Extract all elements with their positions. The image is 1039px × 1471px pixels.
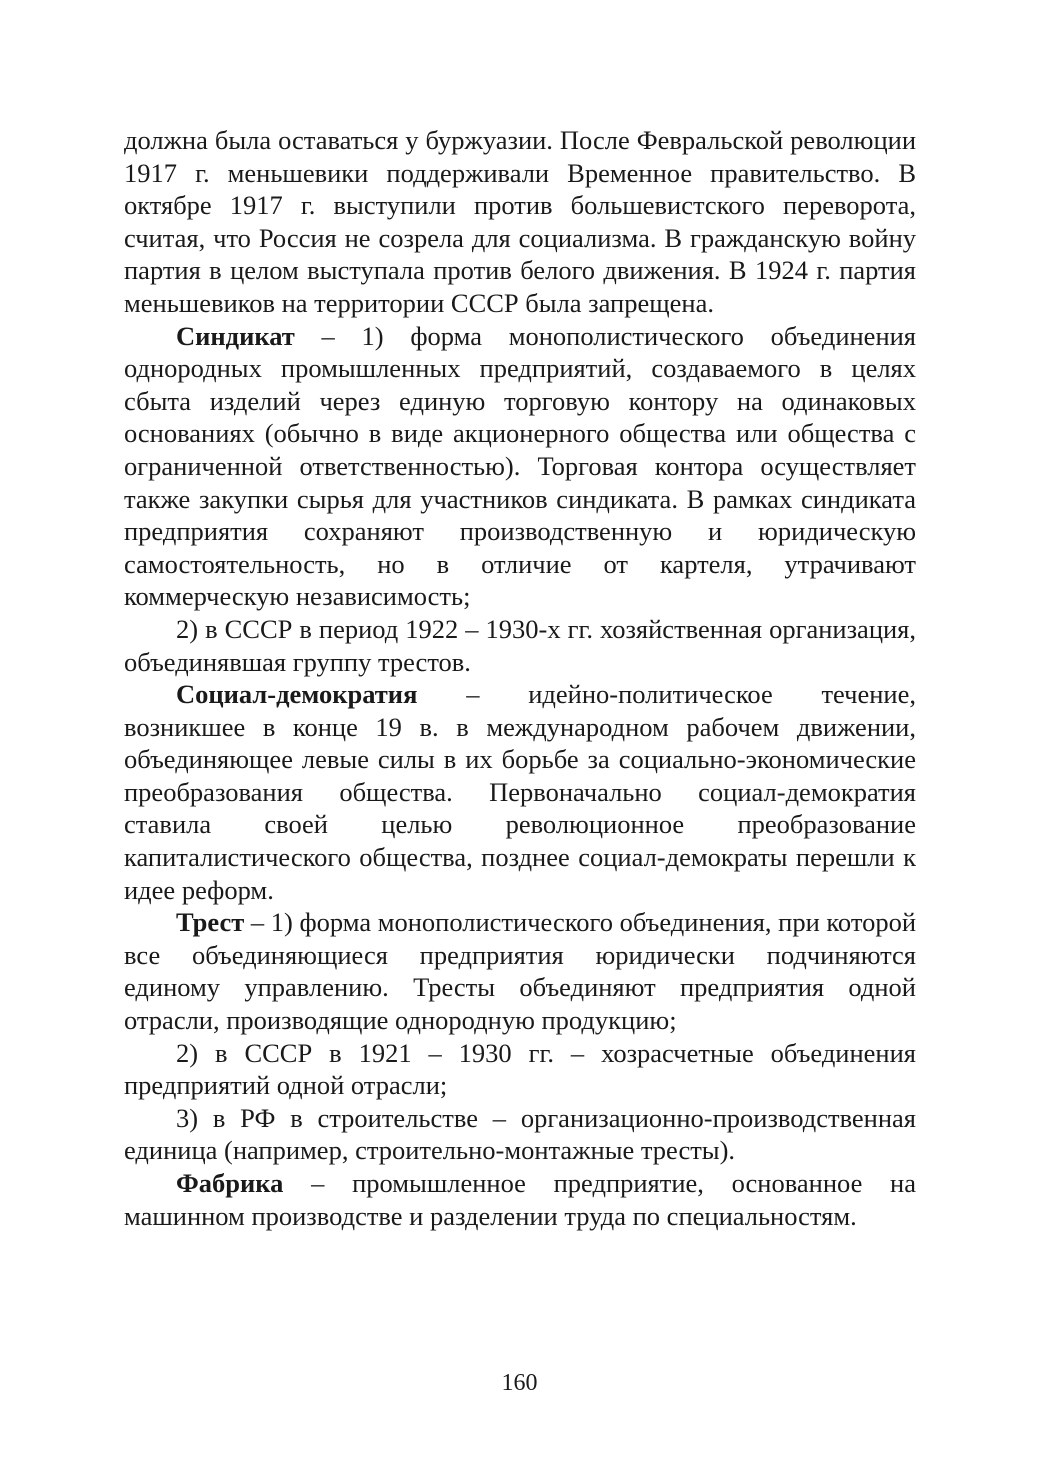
entry-syndicate-item-2: 2) в СССР в период 1922 – 1930-х гг. хозяйственная организация, объединявшая группу трестов. (124, 613, 916, 677)
definition-syndicate: – 1) форма монополистического объединения однородных промышленных предприятий, создаваемого в целях сбыта изделий через единую торговую контору на одинаковых основаниях (обычно в виде акционерного общества или общества с ограниченной ответственностью). Торговая контора осуществляет также закупки сырья для участников синдиката. В рамках синдиката предприятия сохраняют производственную и юридическую самостоятельность, но в отличие от картеля, утрачивают коммерческую независимость; (124, 320, 916, 612)
intro-paragraph: должна была оставаться у буржуазии. После Февральской революции 1917 г. меньшевики поддерживали Временное правительство. В октябре 1917 г. выступили против большевистского переворота, считая, что Россия не созрела для социализма. В гражданскую войну партия в целом выступала против белого движения. В 1924 г. партия меньшевиков на территории СССР была запрещена. (124, 125, 916, 318)
entry-factory (124, 1167, 916, 1232)
entry-trust-item-2: 2) в СССР в 1921 – 1930 гг. – хозрасчетные объединения предприятий одной отрасли; (124, 1037, 916, 1101)
entry-syndicate (124, 320, 916, 613)
page-number: 160 (501, 1370, 538, 1396)
term-trust: Трест (176, 907, 245, 938)
entry-trust (124, 906, 916, 1036)
entry-social-democracy (124, 678, 916, 906)
term-social-democracy: Социал-демократия (176, 679, 418, 710)
definition-social-democracy: – идейно-политическое течение, возникшее в конце 19 в. в международном рабочем движении, объединяющее левые силы в их борьбе за социально-экономические преобразования общества. Первоначально социал-демократия ставила своей целью революционное преобразование капиталистического общества, позднее социал-демократы перешли к идее реформ. (124, 679, 916, 905)
term-factory: Фабрика (176, 1168, 284, 1198)
entry-trust-item-3: 3) в РФ в строительстве – организационно-производственная единица (например, строительно-монтажные тресты). (124, 1102, 916, 1166)
definition-factory: – промышленное предприятие, основанное на машинном производстве и разделении труда по специальностям. (124, 1168, 916, 1231)
definition-trust: – 1) форма монополистического объединения, при которой все объединяющиеся предприятия юридически подчиняются единому управлению. Тресты объединяют предприятия одной отрасли, производящие однородную продукцию; (124, 907, 916, 1036)
term-syndicate: Синдикат (176, 320, 295, 351)
page-body (124, 124, 916, 1232)
